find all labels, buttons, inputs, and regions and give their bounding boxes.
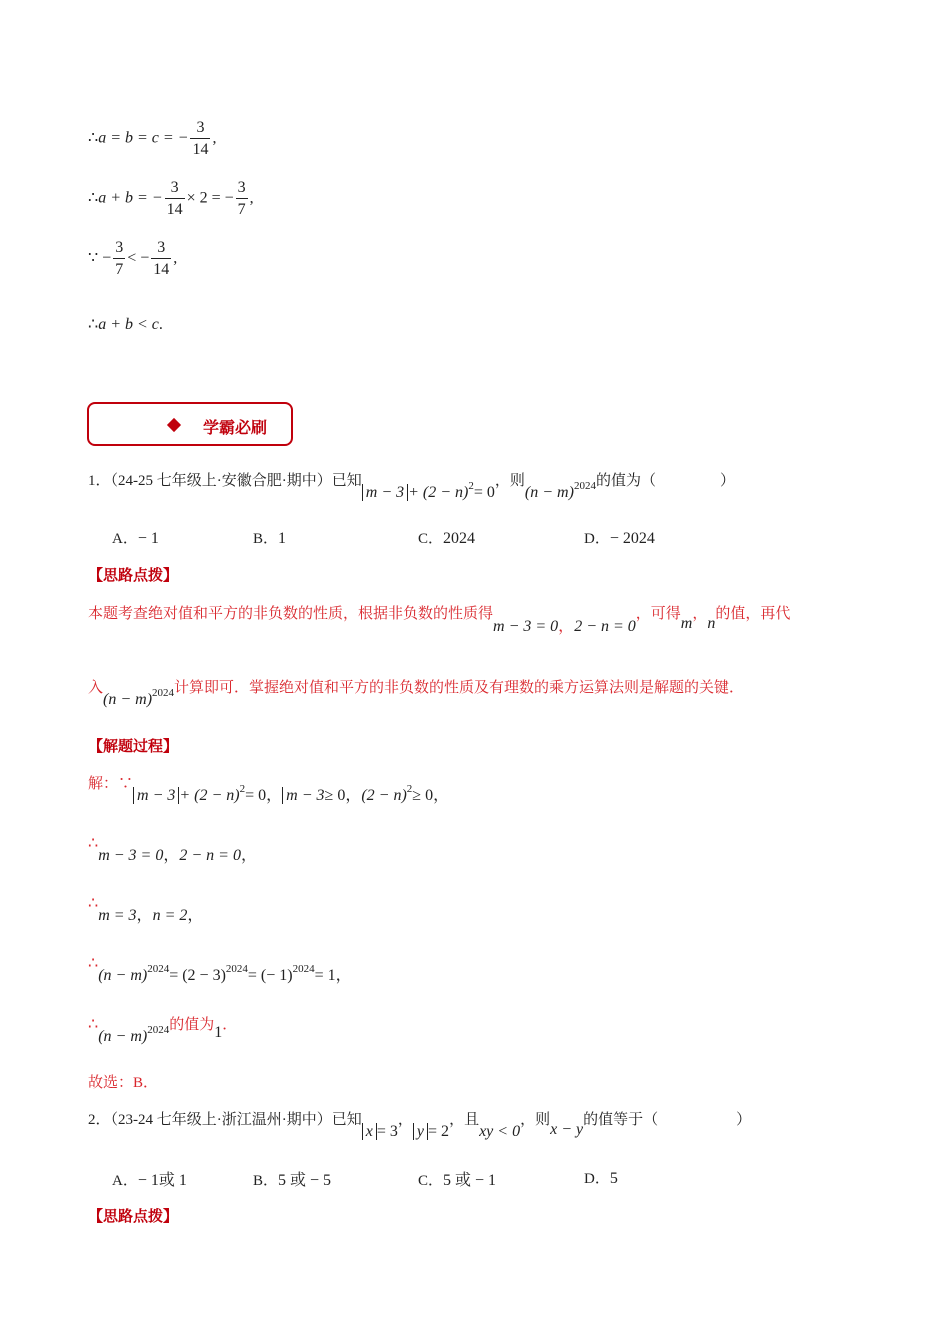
- punct: ，: [187, 907, 204, 924]
- option-label: D．: [584, 1171, 610, 1187]
- q1-option-c: [418, 527, 475, 548]
- sol-eq: [98, 963, 352, 984]
- option-value: 5 或 − 1: [443, 1172, 497, 1189]
- section-title: 学霸必刷: [203, 418, 268, 437]
- therefore-symbol: ∴: [88, 955, 99, 972]
- expr: m − 3 = 0: [493, 618, 559, 635]
- punct: ，: [163, 847, 180, 864]
- top-line-1: [88, 120, 216, 158]
- denominator: 14: [153, 261, 170, 278]
- expr: 2 − n = 0: [179, 847, 241, 864]
- question-source: （24-25 七年级上·安徽合肥·期中）已知: [110, 473, 362, 489]
- var-m: m: [680, 615, 693, 632]
- punct: ,: [212, 129, 217, 147]
- q2-target-expr: x − y: [550, 1121, 584, 1138]
- numerator: 3: [236, 180, 248, 199]
- punct: ，: [692, 606, 708, 622]
- option-value: 5 或 − 5: [278, 1172, 332, 1189]
- expr: 2 − n = 0: [574, 618, 636, 635]
- because-symbol: 解：∵: [88, 776, 134, 792]
- punct: ，: [266, 787, 283, 804]
- expr: (n − m): [98, 1028, 148, 1045]
- abs-value: x: [362, 1123, 377, 1140]
- expr: (2 − n): [361, 787, 407, 804]
- option-label: C．: [418, 1173, 444, 1189]
- therefore-symbol: ∴: [88, 1016, 99, 1033]
- expr: = 2: [428, 1123, 450, 1140]
- text: 的值等于（: [583, 1112, 659, 1128]
- q1-solution-heading: 【解题过程】: [88, 737, 179, 755]
- therefore-symbol: ∴: [88, 189, 99, 207]
- option-label: A．: [112, 1173, 138, 1189]
- q2-cond-y: [413, 1123, 449, 1140]
- exponent: 2024: [147, 963, 170, 975]
- q2-cond-x: [362, 1123, 398, 1140]
- text: 的值为: [169, 1017, 215, 1033]
- expr: a + b = −: [98, 189, 163, 207]
- text: ，则: [520, 1112, 551, 1128]
- punct: ．: [222, 1017, 238, 1033]
- q1-option-b: [253, 527, 286, 548]
- text: 的值为（: [595, 473, 656, 489]
- option-label: C．: [418, 531, 444, 547]
- question-source: （23-24 七年级上·浙江温州·期中）已知: [110, 1112, 362, 1128]
- fraction: [113, 240, 125, 278]
- expr: + (2 − n): [179, 787, 240, 804]
- expr: < −: [127, 249, 150, 267]
- numerator: 3: [113, 240, 125, 259]
- q2-option-a: [112, 1167, 187, 1190]
- q1-option-d: [584, 527, 655, 548]
- q2-stem: [88, 1108, 752, 1140]
- expr: a = b = c = −: [98, 129, 189, 147]
- sol-line-3: [88, 890, 204, 924]
- text: 的值，再代: [715, 606, 791, 622]
- sol-eq: [98, 847, 257, 864]
- q2-option-d: [584, 1167, 618, 1188]
- exponent: 2024: [292, 963, 315, 975]
- q2-option-c: [418, 1167, 496, 1190]
- denominator: 14: [166, 201, 183, 218]
- result-value: 1: [214, 1024, 223, 1041]
- punct: ，: [240, 847, 257, 864]
- exponent: 2024: [147, 1024, 170, 1036]
- q1-hint-heading: 【思路点拨】: [88, 566, 179, 584]
- text: ）: [736, 1112, 752, 1128]
- sol-eq: [98, 907, 203, 924]
- expr: = 0: [473, 484, 495, 501]
- top-line-2: [88, 180, 254, 218]
- sol-line-2: [88, 830, 257, 864]
- q1-equation: [362, 480, 495, 501]
- question-number: 2．: [88, 1112, 111, 1128]
- expr: ≥ 0: [324, 787, 346, 804]
- option-label: B．: [253, 531, 279, 547]
- exponent: 2: [468, 480, 474, 492]
- expr: × 2 = −: [186, 189, 234, 207]
- text: 本题考查绝对值和平方的非负数的性质，根据非负数的性质得: [88, 606, 494, 622]
- punct: ，: [558, 618, 575, 635]
- q1-stem: [88, 468, 735, 501]
- therefore-symbol: ∴: [88, 129, 99, 147]
- abs-value: m − 3: [282, 787, 324, 804]
- punct: ，: [397, 1112, 413, 1128]
- punct: ，: [433, 787, 450, 804]
- text: ）: [719, 473, 735, 489]
- because-symbol: ∵ −: [88, 249, 112, 267]
- fraction: [190, 120, 210, 158]
- option-label: A．: [112, 531, 138, 547]
- abs-value: m − 3: [133, 787, 179, 804]
- numerator: 3: [190, 120, 210, 139]
- q1-answer: 故选：B．: [88, 1075, 159, 1091]
- option-value: 1: [278, 530, 287, 547]
- punct: ,: [173, 249, 178, 267]
- punct: ,: [249, 189, 254, 207]
- q2-hint-heading: 【思路点拨】: [88, 1207, 179, 1225]
- abs-value: y: [413, 1123, 428, 1140]
- abs-value: m − 3: [362, 484, 408, 501]
- numerator: 3: [151, 240, 171, 259]
- top-line-3: [88, 240, 177, 278]
- option-label: B．: [253, 1173, 279, 1189]
- expr: n = 2: [152, 907, 188, 924]
- expr: m − 3 = 0: [98, 847, 164, 864]
- expr: = 0: [245, 787, 267, 804]
- diamond-icon: [167, 418, 181, 432]
- top-line-4: [88, 314, 163, 334]
- option-value: − 1: [137, 530, 159, 547]
- punct: .: [158, 316, 163, 333]
- fraction: [165, 180, 185, 218]
- denominator: 14: [192, 141, 209, 158]
- text: ，且: [449, 1112, 480, 1128]
- numerator: 3: [165, 180, 185, 199]
- q1-hint-line-1: [88, 600, 791, 635]
- q1-option-a: [112, 527, 159, 548]
- text: 入: [88, 680, 104, 696]
- fraction: [151, 240, 171, 278]
- hint-power: [103, 687, 175, 708]
- exponent: 2: [406, 783, 413, 795]
- q1-power: [524, 480, 596, 501]
- therefore-symbol: ∴: [88, 835, 99, 852]
- expr: = (2 − 3): [169, 967, 226, 984]
- expr: ≥ 0: [412, 787, 434, 804]
- exponent: 2024: [225, 963, 248, 975]
- q2-cond-xy: xy < 0: [479, 1123, 521, 1140]
- exponent: 2024: [573, 480, 596, 492]
- expr: (n − m): [103, 691, 153, 708]
- expr: = 1: [314, 967, 336, 984]
- therefore-symbol: ∴: [88, 316, 99, 333]
- text: ，可得: [635, 606, 681, 622]
- expr: (n − m): [524, 484, 574, 501]
- q1-hint-line-2: [88, 675, 745, 708]
- sol-line-4: [88, 950, 352, 984]
- expr: = (− 1): [247, 967, 293, 984]
- expr: a + b < c: [98, 316, 159, 333]
- expr: = 3: [376, 1123, 398, 1140]
- punct: ，: [335, 967, 352, 984]
- sol-line-1: [88, 770, 450, 804]
- fraction: [236, 180, 248, 218]
- punct: ，: [345, 787, 362, 804]
- option-value: 2024: [443, 530, 476, 547]
- section-banner: [87, 402, 293, 446]
- hint-eq: [493, 618, 636, 635]
- sol-power: [98, 1024, 170, 1045]
- sol-eq: [133, 783, 450, 804]
- sol-line-5: [88, 1012, 238, 1045]
- var-n: n: [707, 615, 716, 632]
- option-value: − 2024: [609, 530, 655, 547]
- exponent: 2: [239, 783, 246, 795]
- option-value: 5: [609, 1170, 618, 1187]
- denominator: 7: [237, 201, 246, 218]
- expr: (n − m): [98, 967, 148, 984]
- expr: + (2 − n): [408, 484, 469, 501]
- q2-option-b: [253, 1167, 331, 1190]
- denominator: 7: [115, 261, 124, 278]
- option-value: − 1或 1: [137, 1172, 187, 1189]
- punct: ，: [136, 907, 153, 924]
- option-label: D．: [584, 531, 610, 547]
- text: 计算即可．掌握绝对值和平方的非负数的性质及有理数的乘方运算法则是解题的关键．: [174, 680, 745, 696]
- expr: m = 3: [98, 907, 137, 924]
- text: ，则: [494, 473, 525, 489]
- question-number: 1．: [88, 473, 111, 489]
- exponent: 2024: [152, 687, 175, 699]
- therefore-symbol: ∴: [88, 895, 99, 912]
